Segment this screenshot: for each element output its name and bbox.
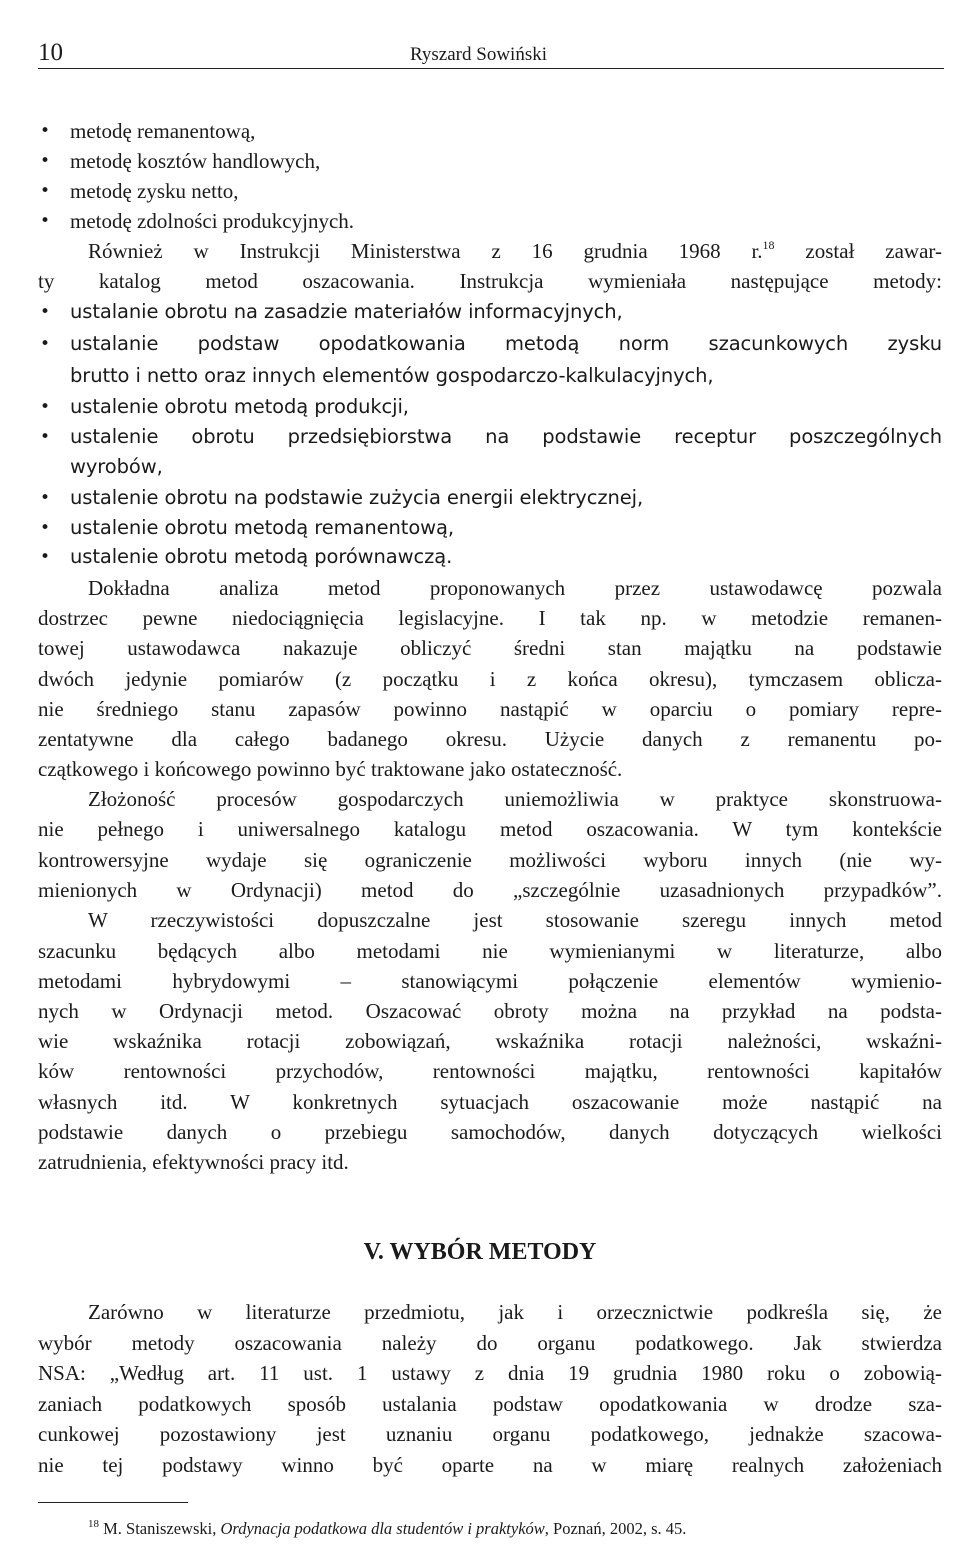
list-item: • metodę zysku netto, xyxy=(70,176,942,206)
text-line: wyrobów, xyxy=(70,455,163,478)
list-item: • metodę zdolności produkcyjnych. xyxy=(70,206,942,236)
footnote-number: 18 xyxy=(88,1518,99,1530)
text-line: podstawie danych o przebiegu samochodów, danych dotyczących wielkości xyxy=(38,1120,942,1144)
text-line: ty katalog metod oszacowania. Instrukcja wymieniała następujące metody: xyxy=(38,269,942,293)
text-line: brutto i netto oraz innych elementów gospodarczo-kalkulacyjnych, xyxy=(70,364,714,387)
text-line: NSA: „Według art. 11 ust. 1 ustawy z dnia 19 grudnia 1980 roku o zobowią- xyxy=(38,1361,942,1385)
text-line: cunkowej pozostawiony jest uznaniu organu podatkowego, jednakże szacowa- xyxy=(38,1422,942,1446)
list-item: • metodę remanentową, xyxy=(70,116,942,146)
text-line: czątkowego i końcowego powinno być traktowane jako ostateczność. xyxy=(38,757,623,781)
footnote xyxy=(88,1518,686,1540)
text-line: dostrzec pewne niedociągnięcia legislacyjne. I tak np. w metodzie remanen- xyxy=(38,606,942,630)
text-line: nie tej podstawy winno być oparte na w miarę realnych założeniach xyxy=(38,1453,942,1477)
text-line: wie wskaźnika rotacji zobowiązań, wskaźnika rotacji należności, wskaźni- xyxy=(38,1029,942,1053)
text-line: szacunku będących albo metodami nie wymienianymi w literaturze, albo xyxy=(38,939,942,963)
text-line: własnych itd. W konkretnych sytuacjach oszacowanie może nastąpić na xyxy=(38,1090,942,1114)
text-line: kontrowersyjne wydaje się ograniczenie możliwości wyboru innych (nie wy- xyxy=(38,848,942,872)
list-item: • ustalenie obrotu metodą produkcji, xyxy=(70,392,942,422)
list-item: • ustalanie podstaw opodatkowania metodą norm szacunkowych zysku xyxy=(70,329,942,359)
text-line: towej ustawodawca nakazuje obliczyć średni stan majątku na podstawie xyxy=(38,636,942,660)
list-item: • ustalenie obrotu metodą porównawczą. xyxy=(70,542,942,572)
text-line: Dokładna analiza metod proponowanych przez ustawodawcę pozwala xyxy=(88,576,942,600)
text-line: wybór metody oszacowania należy do organu podatkowego. Jak stwierdza xyxy=(38,1331,942,1355)
text-line: zentatywne dla całego badanego okresu. Użycie danych z remanentu po- xyxy=(38,727,942,751)
page-header xyxy=(38,38,944,69)
text-line: Również w Instrukcji Ministerstwa z 16 grudnia 1968 r.$^{18}$ został zawar- xyxy=(88,238,942,263)
text-line: nie średniego stanu zapasów powinno nastąpić w oparciu o pomiary repre- xyxy=(38,697,942,721)
text-line: Złożoność procesów gospodarczych uniemożliwia w praktyce skonstruowa- xyxy=(88,787,942,811)
text-line: ków rentowności przychodów, rentowności majątku, rentowności kapitałów xyxy=(38,1059,942,1083)
list-item: • ustalanie obrotu na zasadzie materiałów informacyjnych, xyxy=(70,297,942,327)
text-line: zaniach podatkowych sposób ustalania podstaw opodatkowania w drodze sza- xyxy=(38,1392,942,1416)
section-heading: V. WYBÓR METODY xyxy=(363,1239,597,1265)
text-line: mienionych w Ordynacji) metod do „szczególnie uzasadnionych przypadków”. xyxy=(38,878,942,902)
running-head-author: Ryszard Sowiński xyxy=(410,44,547,65)
text-line: nych w Ordynacji metod. Oszacować obroty można na przykład na podsta- xyxy=(38,999,942,1023)
text-line: nie pełnego i uniwersalnego katalogu metod oszacowania. W tym kontekście xyxy=(38,817,942,841)
footnote-author: M. Staniszewski, xyxy=(99,1519,221,1538)
list-item: • ustalenie obrotu na podstawie zużycia energii elektrycznej, xyxy=(70,483,942,513)
footnote-divider xyxy=(38,1502,188,1503)
list-item: • ustalenie obrotu przedsiębiorstwa na podstawie receptur poszczególnych xyxy=(70,422,942,452)
text-line: dwóch jedynie pomiarów (z początku i z końca okresu), tymczasem oblicza- xyxy=(38,667,942,691)
text-line: W rzeczywistości dopuszczalne jest stosowanie szeregu innych metod xyxy=(88,908,942,932)
list-item: • ustalenie obrotu metodą remanentową, xyxy=(70,513,942,543)
text-line: Zarówno w literaturze przedmiotu, jak i orzecznictwie podkreśla się, że xyxy=(88,1300,942,1324)
page-number: 10 xyxy=(38,39,63,66)
footnote-ref: 18 xyxy=(762,238,775,252)
footnote-book-title: Ordynacja podatkowa dla studentów i praktyków xyxy=(220,1519,545,1538)
text-line: zatrudnienia, efektywności pracy itd. xyxy=(38,1150,349,1174)
footnote-publication: , Poznań, 2002, s. 45. xyxy=(544,1519,687,1538)
list-item: • metodę kosztów handlowych, xyxy=(70,146,942,176)
text-line: metodami hybrydowymi – stanowiącymi połączenie elementów wymienio- xyxy=(38,969,942,993)
